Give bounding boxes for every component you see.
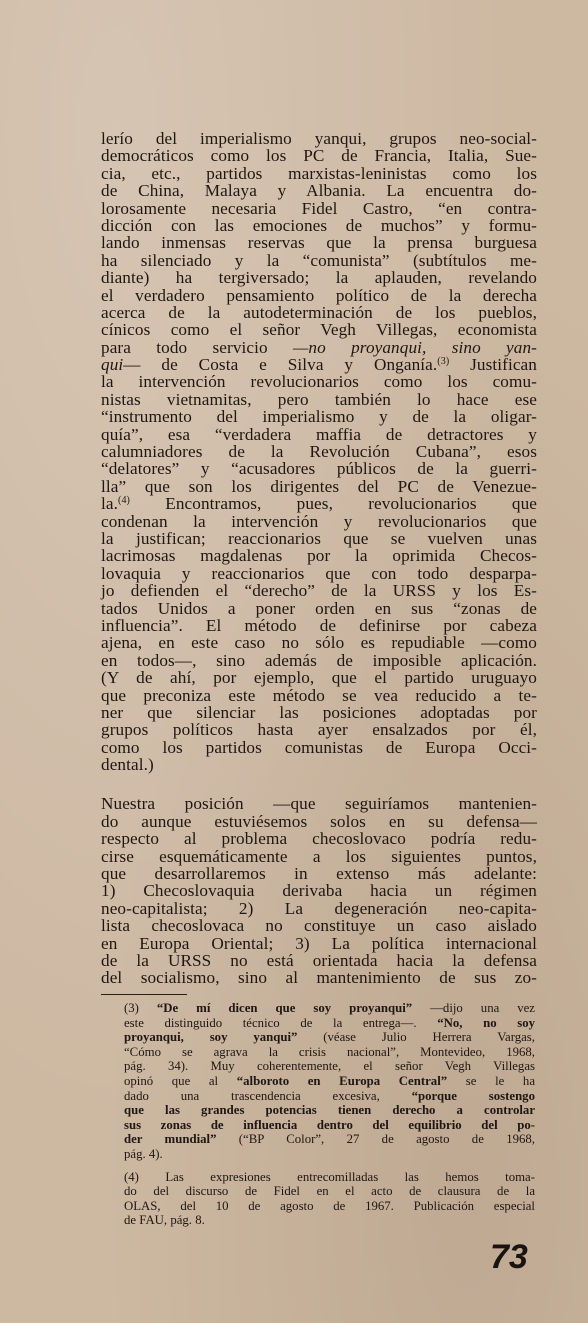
text-line bbox=[101, 339, 537, 356]
note-line: OLAS, del 10 de agosto de 1967. Publicación especial bbox=[124, 1198, 535, 1213]
text-fragment: opinó que al bbox=[124, 1073, 237, 1088]
note-line: (4) Las expresiones entrecomilladas las hemos toma- bbox=[124, 1169, 535, 1184]
text-line: lando inmensas reservas que la prensa burguesa bbox=[101, 233, 537, 253]
italic-fragment: —no proyanqui, sino yan- bbox=[293, 337, 537, 357]
text-fragment: — de Costa e Silva y Onganía. bbox=[123, 355, 438, 375]
note-line bbox=[124, 1016, 535, 1031]
text-fragment: (“BP Color”, 27 de agosto de 1968, bbox=[216, 1132, 535, 1147]
footnote-gap bbox=[124, 1162, 535, 1170]
text-line: influencia”. El método de definirse por cabeza bbox=[101, 615, 537, 635]
text-line: quía”, esa “verdadera maffia de detractores y bbox=[101, 424, 537, 444]
text-line: “instrumento del imperialismo y de la oligar- bbox=[101, 407, 537, 427]
text-line: diante) ha tergiversado; la aplauden, revelando bbox=[101, 268, 537, 288]
bold-fragment: “No, no soy bbox=[437, 1015, 535, 1030]
text-line: en todos—, sino además de imposible aplicación. bbox=[101, 650, 537, 670]
text-line: cirse esquemáticamente a los siguientes puntos, bbox=[101, 846, 537, 866]
text-line: 1) Checoslovaquia derivaba hacia un régimen bbox=[101, 881, 537, 901]
text-line: dental.) bbox=[101, 755, 154, 775]
note-line: “Cómo se agrava la crisis nacional”, Montevideo, 1968, bbox=[124, 1044, 535, 1059]
bold-fragment: proyanqui, soy yanqui” bbox=[124, 1030, 298, 1045]
bold-fragment: “alboroto en Europa Central” bbox=[236, 1073, 448, 1088]
text-fragment: se le ha bbox=[447, 1073, 536, 1088]
text-line: tados Unidos a poner orden en sus “zonas de bbox=[101, 598, 537, 618]
text-line: do aunque estuviésemos solos en su defensa— bbox=[101, 811, 537, 831]
bold-fragment: “De mí dicen que soy proyanqui” bbox=[156, 1001, 413, 1015]
text-line: acerca de la autodeterminación de los pueblos, bbox=[101, 302, 537, 322]
text-line: que preconiza este método se vea reducido a te- bbox=[101, 685, 537, 705]
text-fragment: Justifican bbox=[449, 355, 537, 375]
text-line: calumniadores de la Revolución Cubana”, esos bbox=[101, 442, 537, 462]
text-line: el verdadero pensamiento político de la derecha bbox=[101, 285, 537, 305]
note-line: do del discurso de Fidel en el acto de clausura de la bbox=[124, 1184, 535, 1199]
footnotes bbox=[124, 1001, 535, 1228]
text-line bbox=[101, 495, 537, 512]
text-line: respecto al problema checoslovaco podría redu- bbox=[101, 829, 537, 849]
text-line: lacrimosas magdalenas por la oprimida Checos- bbox=[101, 546, 537, 566]
paragraph-2 bbox=[101, 795, 537, 986]
text-line: dicción con las emociones de muchos” y formu- bbox=[101, 215, 537, 235]
text-fragment: dado una trascendencia excesiva, bbox=[124, 1088, 412, 1103]
text-line: lovaquia y reaccionarios que con todo desparpa- bbox=[101, 563, 537, 583]
footnote-ref-4: (4) bbox=[118, 495, 130, 507]
text-line: jo defienden el “derecho” de la URSS y los Es- bbox=[101, 581, 537, 601]
text-line: lerío del imperialismo yanqui, grupos neo-social- bbox=[101, 129, 537, 148]
text-fragment: la. bbox=[101, 494, 119, 514]
note-line: pág. 34). Muy coherentemente, el señor Vegh Villegas bbox=[124, 1059, 535, 1074]
footnote-3 bbox=[124, 1001, 535, 1162]
text-line: condenan la intervención y revolucionarios que bbox=[101, 511, 537, 531]
paragraph-1 bbox=[101, 130, 537, 773]
text-line: de China, Malaya y Albania. La encuentra do- bbox=[101, 181, 537, 201]
text-line: neo-capitalista; 2) La degeneración neo-capita- bbox=[101, 898, 537, 918]
note-line: que las grandes potencias tienen derecho a controlar bbox=[124, 1103, 535, 1118]
bold-fragment: “porque sostengo bbox=[411, 1088, 535, 1103]
footnote-4 bbox=[124, 1170, 535, 1228]
italic-fragment: qui bbox=[101, 355, 124, 375]
text-line: de la URSS no está orientada hacia la defensa bbox=[101, 950, 537, 970]
bold-fragment: der mundial” bbox=[124, 1132, 217, 1147]
note-line bbox=[124, 1132, 535, 1147]
note-line bbox=[124, 1001, 535, 1016]
text-line: democráticos como los PC de Francia, Italia, Sue- bbox=[101, 146, 537, 166]
text-line: cia, etc., partidos marxistas-leninistas como los bbox=[101, 163, 537, 183]
text-line: que desarrollaremos in extenso más adelante: bbox=[101, 864, 537, 884]
text-fragment: (véase Julio Herrera Vargas, bbox=[297, 1030, 535, 1045]
text-line: cínicos como el señor Vegh Villegas, economista bbox=[101, 320, 537, 340]
text-line: ner que silenciar las posiciones adoptadas por bbox=[101, 702, 537, 722]
text-fragment: para todo servicio bbox=[101, 337, 294, 357]
note-line: sus zonas de influencia dentro del equilibrio del po- bbox=[124, 1117, 535, 1132]
text-line: Nuestra posición —que seguiríamos mantenien- bbox=[101, 794, 537, 814]
text-fragment: este distinguido técnico de la entrega—. bbox=[124, 1015, 438, 1030]
text-line: “delatores” y “acusadores públicos de la guerri- bbox=[101, 459, 537, 479]
page-number: 73 bbox=[490, 1238, 528, 1276]
footnote-divider bbox=[101, 994, 187, 995]
note-line bbox=[124, 1074, 535, 1089]
text-line: lista checoslovaca no constituye un caso aislado bbox=[101, 916, 537, 936]
text-line: del socialismo, sino al mantenimiento de sus zo- bbox=[101, 968, 537, 988]
footnote-ref-3: (3) bbox=[437, 356, 450, 368]
note-line: pág. 4). bbox=[124, 1146, 163, 1161]
text-line: lorosamente necesaria Fidel Castro, “en contra- bbox=[101, 198, 537, 218]
text-line: la justifican; reaccionarios que se vuelven unas bbox=[101, 528, 537, 548]
text-line: la intervención revolucionarios como los comu- bbox=[101, 372, 537, 392]
text-line: nistas vietnamitas, pero también lo hace ese bbox=[101, 389, 537, 409]
note-line bbox=[124, 1089, 535, 1104]
text-line: lla” que son los dirigentes del PC de Venezue- bbox=[101, 476, 537, 496]
text-fragment: Encontramos, pues, revolucionarios que bbox=[129, 494, 537, 514]
text-line: ajena, en este caso no sólo es repudiable —como bbox=[101, 633, 537, 653]
text-line bbox=[101, 356, 537, 373]
main-text bbox=[101, 130, 537, 987]
text-line: grupos políticos hasta ayer ensalzados por él, bbox=[101, 720, 537, 740]
text-fragment: —dijo una vez bbox=[412, 1001, 535, 1015]
text-fragment: (3) bbox=[124, 1001, 157, 1015]
text-line: en Europa Oriental; 3) La política internacional bbox=[101, 933, 537, 953]
text-line: como los partidos comunistas de Europa Occi- bbox=[101, 737, 537, 757]
note-line: de FAU, pág. 8. bbox=[124, 1213, 205, 1228]
text-line: (Y de ahí, por ejemplo, que el partido uruguayo bbox=[101, 668, 537, 688]
note-line bbox=[124, 1030, 535, 1045]
text-line: ha silenciado y la “comunista” (subtítulos me- bbox=[101, 250, 537, 270]
